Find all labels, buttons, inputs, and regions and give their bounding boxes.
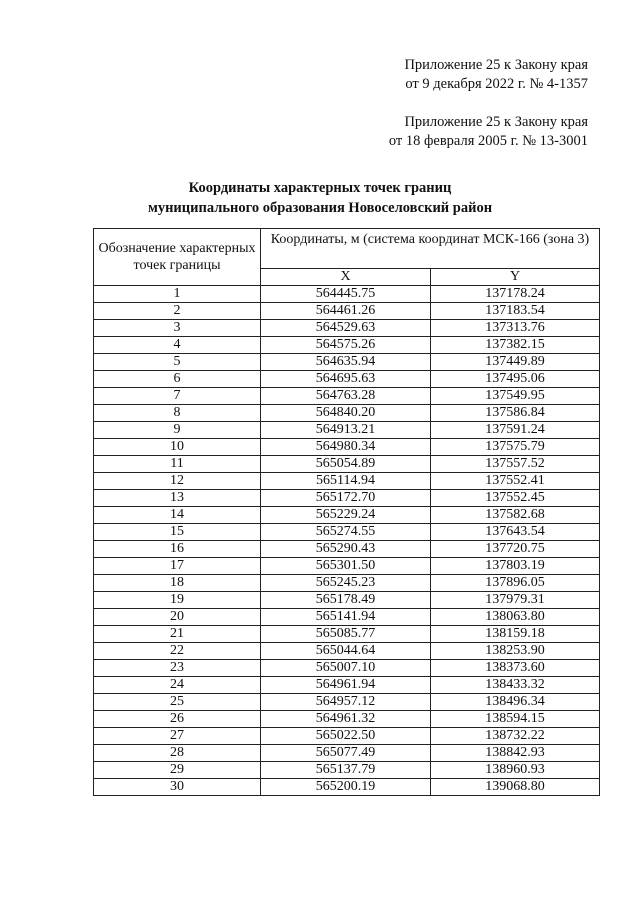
cell-y: 138373.60 bbox=[431, 660, 600, 677]
cell-point-number: 21 bbox=[94, 626, 261, 643]
cell-point-number: 5 bbox=[94, 354, 261, 371]
cell-y: 137557.52 bbox=[431, 456, 600, 473]
table-row bbox=[94, 405, 600, 422]
table-row bbox=[94, 303, 600, 320]
cell-y: 137313.76 bbox=[431, 320, 600, 337]
table-row bbox=[94, 575, 600, 592]
annex-current-line2: от 9 декабря 2022 г. № 4-1357 bbox=[405, 76, 588, 92]
cell-y: 137979.31 bbox=[431, 592, 600, 609]
cell-x: 564575.26 bbox=[261, 337, 431, 354]
table-row bbox=[94, 592, 600, 609]
cell-y: 137449.89 bbox=[431, 354, 600, 371]
header-y: Y bbox=[431, 269, 600, 286]
title-line2: муниципального образования Новоселовский район bbox=[147, 200, 493, 216]
header-point-designation: Обозначение характерных точек границы bbox=[94, 229, 261, 286]
cell-x: 565022.50 bbox=[261, 728, 431, 745]
table-row bbox=[94, 711, 600, 728]
cell-x: 565085.77 bbox=[261, 626, 431, 643]
cell-y: 138159.18 bbox=[431, 626, 600, 643]
cell-y: 137495.06 bbox=[431, 371, 600, 388]
cell-x: 565077.49 bbox=[261, 745, 431, 762]
table-row bbox=[94, 439, 600, 456]
cell-point-number: 19 bbox=[94, 592, 261, 609]
cell-point-number: 14 bbox=[94, 507, 261, 524]
cell-x: 564635.94 bbox=[261, 354, 431, 371]
annex-note-current bbox=[404, 56, 588, 94]
cell-point-number: 26 bbox=[94, 711, 261, 728]
cell-x: 564529.63 bbox=[261, 320, 431, 337]
cell-y: 138496.34 bbox=[431, 694, 600, 711]
cell-x: 564913.21 bbox=[261, 422, 431, 439]
table-row bbox=[94, 660, 600, 677]
annex-original-line1: Приложение 25 к Закону края bbox=[404, 114, 588, 130]
cell-y: 137575.79 bbox=[431, 439, 600, 456]
cell-x: 565301.50 bbox=[261, 558, 431, 575]
title-line1: Координаты характерных точек границ bbox=[188, 180, 452, 196]
cell-y: 138063.80 bbox=[431, 609, 600, 626]
cell-point-number: 3 bbox=[94, 320, 261, 337]
cell-point-number: 18 bbox=[94, 575, 261, 592]
table-row bbox=[94, 422, 600, 439]
cell-y: 137552.45 bbox=[431, 490, 600, 507]
table-row bbox=[94, 507, 600, 524]
header-x: X bbox=[261, 269, 431, 286]
table-row bbox=[94, 745, 600, 762]
cell-x: 565007.10 bbox=[261, 660, 431, 677]
cell-x: 565137.79 bbox=[261, 762, 431, 779]
header-coordinates: Координаты, м (система координат МСК-166 (зона 3) bbox=[261, 229, 600, 269]
cell-point-number: 8 bbox=[94, 405, 261, 422]
cell-x: 565200.19 bbox=[261, 779, 431, 796]
cell-point-number: 29 bbox=[94, 762, 261, 779]
cell-x: 564695.63 bbox=[261, 371, 431, 388]
cell-x: 564961.32 bbox=[261, 711, 431, 728]
cell-x: 564961.94 bbox=[261, 677, 431, 694]
cell-point-number: 23 bbox=[94, 660, 261, 677]
table-row bbox=[94, 371, 600, 388]
cell-x: 565172.70 bbox=[261, 490, 431, 507]
cell-x: 564763.28 bbox=[261, 388, 431, 405]
table-row bbox=[94, 626, 600, 643]
table-row bbox=[94, 762, 600, 779]
cell-x: 564840.20 bbox=[261, 405, 431, 422]
cell-point-number: 17 bbox=[94, 558, 261, 575]
table-row bbox=[94, 609, 600, 626]
cell-point-number: 4 bbox=[94, 337, 261, 354]
table-row bbox=[94, 541, 600, 558]
cell-point-number: 16 bbox=[94, 541, 261, 558]
cell-x: 565274.55 bbox=[261, 524, 431, 541]
annex-original-line2: от 18 февраля 2005 г. № 13-3001 bbox=[388, 133, 588, 149]
cell-y: 138253.90 bbox=[431, 643, 600, 660]
annex-current-line1: Приложение 25 к Закону края bbox=[404, 57, 588, 73]
cell-y: 137178.24 bbox=[431, 286, 600, 303]
cell-x: 564957.12 bbox=[261, 694, 431, 711]
cell-point-number: 13 bbox=[94, 490, 261, 507]
coordinates-table bbox=[93, 228, 600, 796]
cell-y: 138732.22 bbox=[431, 728, 600, 745]
annex-note-original bbox=[389, 113, 588, 151]
table-row bbox=[94, 677, 600, 694]
table-row bbox=[94, 779, 600, 796]
cell-y: 138594.15 bbox=[431, 711, 600, 728]
table-row bbox=[94, 337, 600, 354]
cell-y: 137643.54 bbox=[431, 524, 600, 541]
cell-point-number: 6 bbox=[94, 371, 261, 388]
cell-y: 137582.68 bbox=[431, 507, 600, 524]
cell-point-number: 28 bbox=[94, 745, 261, 762]
cell-x: 565114.94 bbox=[261, 473, 431, 490]
cell-y: 137552.41 bbox=[431, 473, 600, 490]
cell-y: 139068.80 bbox=[431, 779, 600, 796]
cell-x: 565054.89 bbox=[261, 456, 431, 473]
cell-x: 565245.23 bbox=[261, 575, 431, 592]
table-row bbox=[94, 694, 600, 711]
table-row bbox=[94, 490, 600, 507]
cell-x: 564445.75 bbox=[261, 286, 431, 303]
table-row bbox=[94, 320, 600, 337]
cell-point-number: 1 bbox=[94, 286, 261, 303]
cell-x: 565044.64 bbox=[261, 643, 431, 660]
cell-y: 137549.95 bbox=[431, 388, 600, 405]
cell-point-number: 27 bbox=[94, 728, 261, 745]
cell-point-number: 11 bbox=[94, 456, 261, 473]
table-row bbox=[94, 524, 600, 541]
document-title bbox=[0, 178, 640, 218]
table-row bbox=[94, 558, 600, 575]
cell-point-number: 25 bbox=[94, 694, 261, 711]
cell-x: 565178.49 bbox=[261, 592, 431, 609]
cell-point-number: 9 bbox=[94, 422, 261, 439]
table-body bbox=[94, 286, 600, 796]
cell-point-number: 24 bbox=[94, 677, 261, 694]
cell-point-number: 12 bbox=[94, 473, 261, 490]
cell-point-number: 20 bbox=[94, 609, 261, 626]
cell-y: 138960.93 bbox=[431, 762, 600, 779]
table-row bbox=[94, 354, 600, 371]
cell-y: 137720.75 bbox=[431, 541, 600, 558]
cell-x: 564980.34 bbox=[261, 439, 431, 456]
table-row bbox=[94, 286, 600, 303]
cell-y: 137591.24 bbox=[431, 422, 600, 439]
cell-x: 565229.24 bbox=[261, 507, 431, 524]
table-row bbox=[94, 643, 600, 660]
cell-x: 565290.43 bbox=[261, 541, 431, 558]
cell-y: 137586.84 bbox=[431, 405, 600, 422]
cell-point-number: 10 bbox=[94, 439, 261, 456]
cell-x: 565141.94 bbox=[261, 609, 431, 626]
cell-y: 137382.15 bbox=[431, 337, 600, 354]
table-row bbox=[94, 473, 600, 490]
cell-point-number: 2 bbox=[94, 303, 261, 320]
table-row bbox=[94, 388, 600, 405]
table-row bbox=[94, 456, 600, 473]
cell-point-number: 15 bbox=[94, 524, 261, 541]
cell-y: 138842.93 bbox=[431, 745, 600, 762]
cell-point-number: 7 bbox=[94, 388, 261, 405]
cell-y: 137183.54 bbox=[431, 303, 600, 320]
cell-point-number: 22 bbox=[94, 643, 261, 660]
cell-point-number: 30 bbox=[94, 779, 261, 796]
cell-y: 137803.19 bbox=[431, 558, 600, 575]
cell-y: 137896.05 bbox=[431, 575, 600, 592]
cell-y: 138433.32 bbox=[431, 677, 600, 694]
cell-x: 564461.26 bbox=[261, 303, 431, 320]
table-row bbox=[94, 728, 600, 745]
